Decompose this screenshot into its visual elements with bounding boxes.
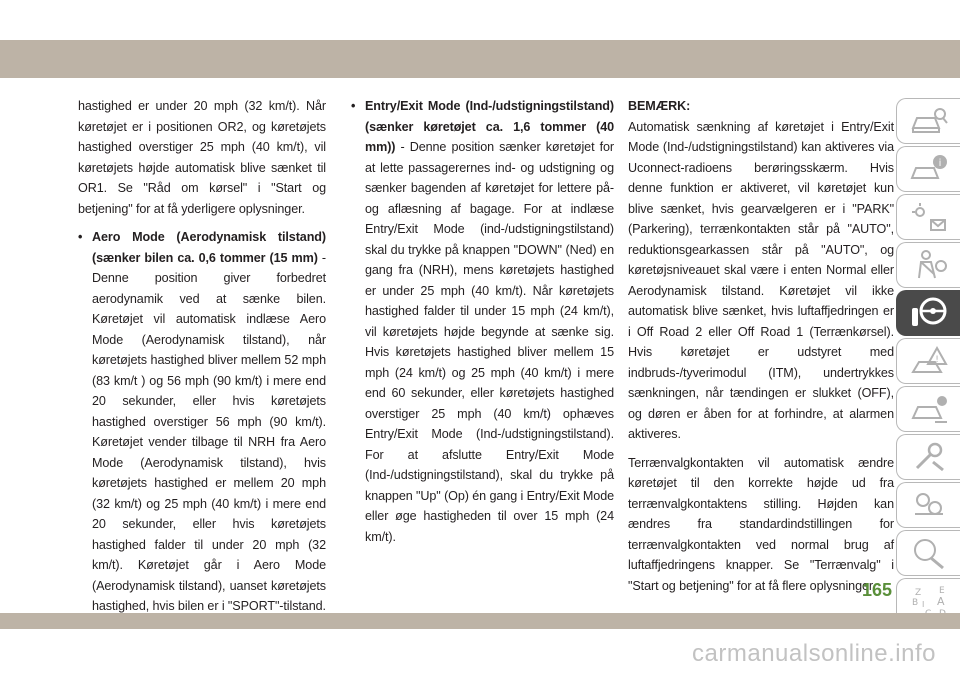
text-column-2 [351,96,614,555]
text-column-1 [78,96,326,625]
header-band [0,40,960,78]
bullet-item [78,227,326,617]
svg-text:!: ! [934,355,939,365]
specs-icon [909,488,949,522]
car-info-icon [909,152,949,186]
tools-icon [909,440,949,474]
paragraph: Terrænvalgkontakten vil automatisk ændre køretøjet til den korrekte højde ud fra terrænvalgkontaktens stilling. Højden kan ændres fra standardindstillingen for terrænvalgkontakten ved normal brug af luftaffjedringens knapper. Se "Terrænvalg" i "Start og betjening" for at få flere oplysninger. [628,455,894,593]
steering-wheel-key-icon [909,296,949,330]
footer-band [0,613,960,629]
page-number: 165 [862,580,893,600]
chapter-tabs [896,98,960,626]
tab-warning-lights[interactable] [896,194,960,240]
tab-tools[interactable] [896,434,960,480]
bullet-title: Entry/Exit Mode (Ind-/udstigningstilstand) (sænker køretøjet ca. 1,6 tommer (40 mm)) [365,99,614,154]
tab-radio[interactable] [896,530,960,576]
index-letter: B [911,598,918,608]
note-heading: BEMÆRK: [628,99,691,113]
text-column-3 [628,96,894,604]
index-letter: I [921,600,924,609]
paragraph: Automatisk sænkning af køretøjet i Entry/Exit Mode (Ind-/udstigningstilstand) kan aktiveres via Uconnect-radioens berøringsskærm. Hvis denne funktion er aktiveret, vil køretøjet kun blive sænket, hvis gearvælgeren er i "PARK" (Parkering), terrænkontakten står på "AUTO", reduktionsgearkassen står på "AUTO", og køretøjsniveauet skal være i enten Normal eller Aerodynamisk tilstand. Køretøjet vil ikke automatisk blive sænket, hvis luftaffjedringen er i Off Road 2 eller Off Road 1 (Terrænkørsel). Hvis køretøjet er udstyret med indbruds-/tyverimodul (ITM), undertrykkes sænkningen, når tændingen er slukket (OFF), og døren er åben for at forhindre, at alarmen aktiveres. [628,119,894,441]
bullet-text: - Denne position giver forbedret aerodynamik ved at sænke bilen. Køretøjet vil automatisk indlæse Aero Mode (Aerodynamisk tilstand), når køretøjets hastighed bliver mellem 52 mph (83 km/t ) og 56 mph (90 km/t) i mere end 20 sekunder, eller hvis køretøjets hastighed overstiger 56 mph (90 km/t). Køretøjet vender tilbage til NRH fra Aero Mode (Aerodynamisk tilstand), hvis køretøjets hastighed er mellem 20 mph (32 km/t) og 25 mph (40 km/t) i mere end 20 sekunder, eller hvis køretøjets hastighed falder til under 20 mph (32 km/t). Køretøjet går i Aero Mode (Aerodynamisk tilstand), uanset køretøjets hastighed, hvis bilen er i "SPORT"-tilstand. [92,250,326,613]
index-letter: E [938,586,945,596]
tab-car-info[interactable] [896,146,960,192]
tab-car-search[interactable] [896,98,960,144]
tab-starting-operating[interactable] [896,290,960,336]
seatbelt-airbag-icon [909,248,949,282]
radio-icon [909,536,949,570]
bullet-item [351,96,614,547]
watermark-text: carmanualsonline.info [692,640,936,667]
warning-lights-icon [909,200,949,234]
mechanic-car-icon [909,392,949,426]
bullet-text: - Denne position sænker køretøjet for at lette passagerernes ind- og udstigning og sænker bagenden af køretøjet for lettere på- og aflæsning af bagage. For at indlæse Entry/Exit Mode (ind-/udstigningstilstand) skal du trykke på knappen "DOWN" (Ned) en gang fra (NRH), mens køretøjets hastighed er under 25 mph (40 km/t). Når køretøjets hastighed falder til under 15 mph (24 km/t), vil køretøjets højde begynde at sænke sig. Hvis køretøjets hastighed bliver mellem 15 mph (24 km/t) og 25 mph (40 km/t) i mere end 60 sekunder, eller køretøjets hastighed overstiger 25 mph (40 km/t) ophæves Entry/Exit Mode (Ind-/udstigningstilstand). For at afslutte Entry/Exit Mode (Ind-/udstigningstilstand), skal du trykke på knappen "Up" (Op) én gang i Entry/Exit Mode eller øge hastigheden til over 15 mph (24 km/t). [365,140,614,544]
index-letter: Z [914,588,921,598]
tab-hazard[interactable] [896,338,960,384]
index-letter: A [936,595,945,608]
svg-text:i: i [938,158,941,169]
tab-seatbelt-airbag[interactable] [896,242,960,288]
bullet-title: Aero Mode (Aerodynamisk tilstand) (sænker bilen ca. 0,6 tommer (15 mm) [92,230,326,265]
car-search-icon [909,104,949,138]
bullet-dot: • [78,230,83,244]
watermark [0,640,960,668]
tab-specs[interactable] [896,482,960,528]
tab-mechanic[interactable] [896,386,960,432]
bullet-dot: • [351,99,356,113]
hazard-car-icon [909,344,949,378]
paragraph: hastighed er under 20 mph (32 km/t). Når køretøjet er i positionen OR2, og køretøjets hastighed overstiger 25 mph (40 km/t), vil køretøjets højde automatisk blive sænket til OR1. Se "Råd om kørsel" i "Start og betjening" for at få yderligere oplysninger. [78,99,326,216]
